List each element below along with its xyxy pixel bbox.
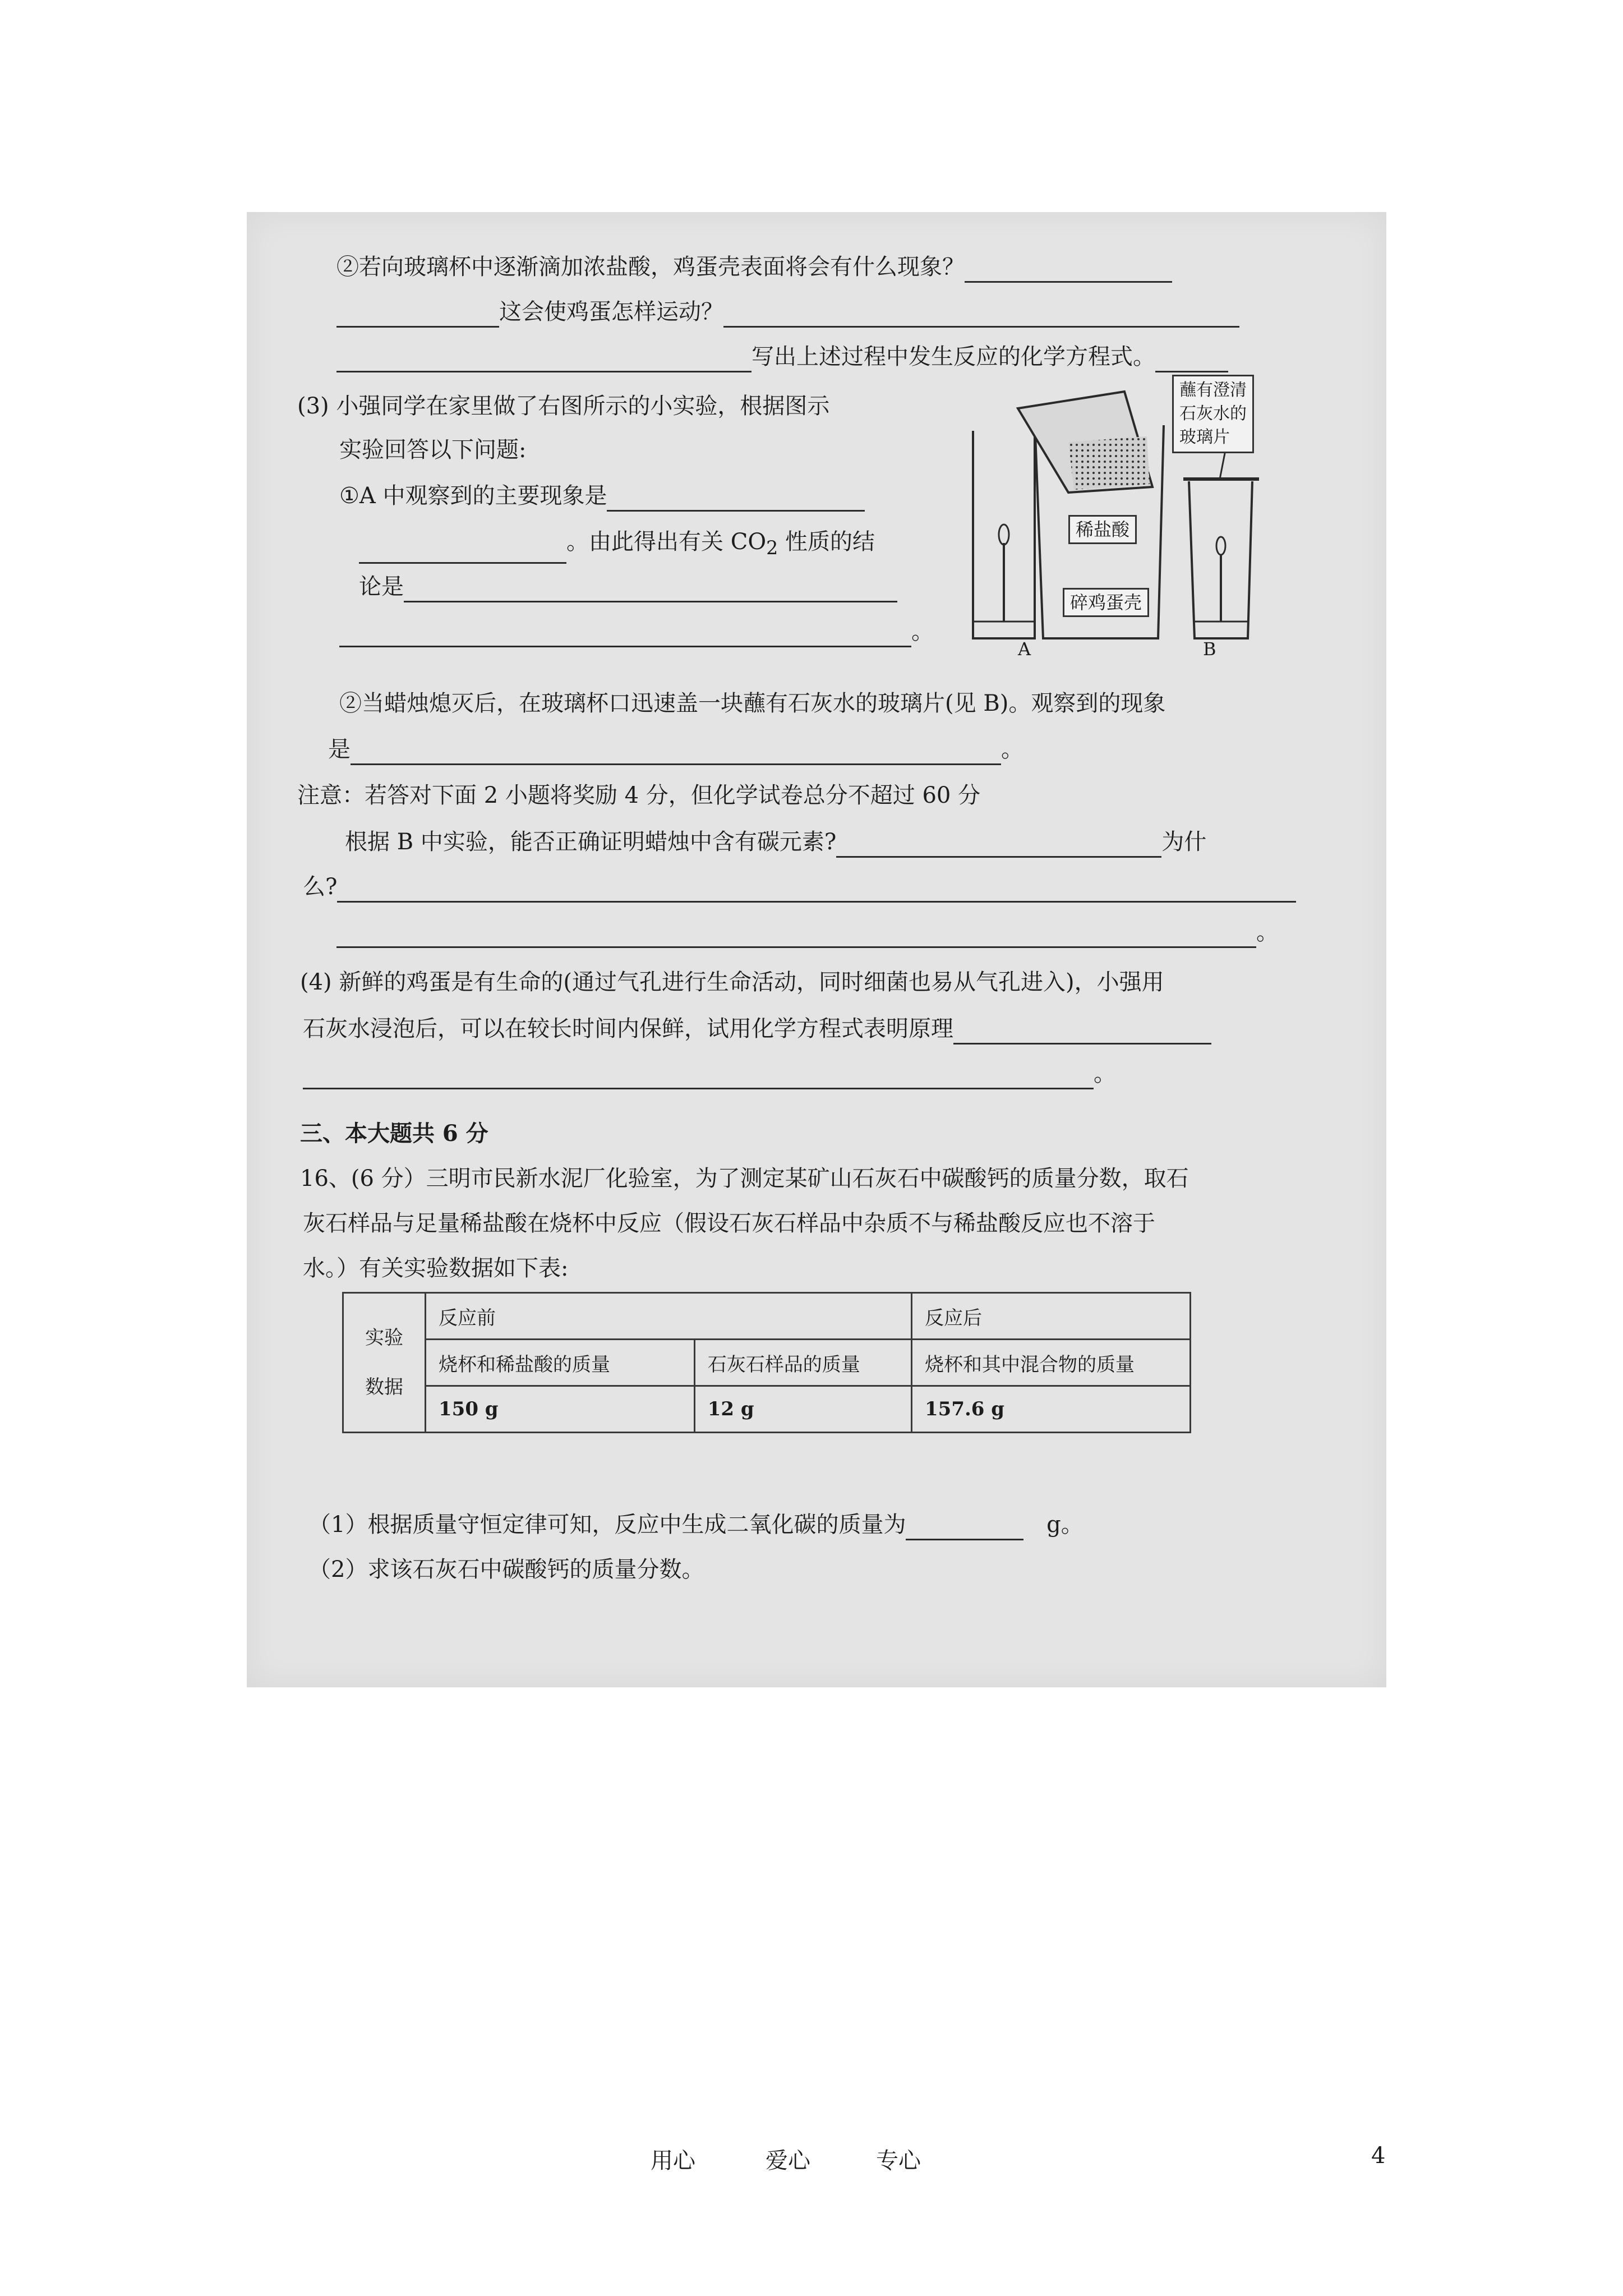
- answer-blank[interactable]: [906, 1515, 1023, 1540]
- answer-blank[interactable]: [723, 302, 1239, 328]
- footer-word: 用心: [651, 2148, 695, 2174]
- footer-word: 爱心: [766, 2148, 810, 2174]
- answer-blank[interactable]: [607, 486, 865, 512]
- question-intro: 实验回答以下问题:: [339, 437, 527, 463]
- question-line: 灰石样品与足量稀盐酸在烧杯中反应（假设石灰石样品中杂质不与稀盐酸反应也不溶于: [303, 1211, 1155, 1236]
- table-row: [343, 1340, 1191, 1386]
- question-intro: (3) 小强同学在家里做了右图所示的小实验，根据图示: [297, 393, 830, 419]
- page-number: 4: [1371, 2143, 1386, 2169]
- section-title: 三、本大题共 6 分: [300, 1120, 488, 1147]
- question-line: 石灰水浸泡后，可以在较长时间内保鲜，试用化学方程式表明原理: [303, 1013, 1211, 1045]
- glass-plate-label: 蘸有澄清 石灰水的 玻璃片: [1172, 375, 1254, 453]
- table-row: [343, 1386, 1191, 1433]
- question-line: 16、(6 分）三明市民新水泥厂化验室，为了测定某矿山石灰石中碳酸钙的质量分数，取石: [300, 1166, 1189, 1191]
- question-line: ②若向玻璃杯中逐渐滴加浓盐酸，鸡蛋壳表面将会有什么现象？: [336, 251, 1172, 283]
- question-line: 根据 B 中实验，能否正确证明蜡烛中含有碳元素? 为什: [345, 826, 1206, 858]
- table-cell: 石灰石样品的质量: [694, 1340, 911, 1386]
- answer-blank[interactable]: [336, 347, 751, 372]
- question-line: 写出上述过程中发生反应的化学方程式。: [336, 341, 1228, 372]
- table-header-after: 反应后: [912, 1293, 1191, 1340]
- question-line: ②当蜡烛熄灭后，在玻璃杯口迅速盖一块蘸有石灰水的玻璃片(见 B)。观察到的现象: [339, 691, 1166, 716]
- question-line: ①A 中观察到的主要现象是: [339, 480, 865, 512]
- eggshell-label: 碎鸡蛋壳: [1063, 588, 1149, 617]
- table-row-label: 实验 数据: [343, 1293, 426, 1433]
- answer-blank[interactable]: [953, 1019, 1211, 1045]
- question-line: 。由此得出有关 $CO_2$ 性质的结: [359, 526, 875, 564]
- question-line: （1）根据质量守恒定律可知，反应中生成二氧化碳的质量为 g。: [308, 1509, 1083, 1540]
- question-line: （2）求该石灰石中碳酸钙的质量分数。: [308, 1557, 704, 1582]
- question-line: 水。）有关实验数据如下表:: [303, 1255, 569, 1281]
- question-line: 这会使鸡蛋怎样运动？: [336, 296, 1239, 328]
- answer-blank[interactable]: [303, 1064, 1094, 1089]
- question-line: 是 。: [328, 734, 1023, 765]
- answer-blank[interactable]: [336, 923, 1256, 948]
- answer-blank[interactable]: [359, 539, 566, 564]
- question-line: 。: [336, 917, 1279, 948]
- answer-blank[interactable]: [965, 257, 1172, 283]
- footer-word: 专心: [876, 2148, 921, 2174]
- answer-blank[interactable]: [336, 302, 499, 328]
- experiment-figure: [956, 375, 1293, 672]
- table-cell: 烧杯和其中混合物的质量: [912, 1340, 1191, 1386]
- table-cell: 150 g: [426, 1386, 695, 1433]
- question-line: 么?: [303, 871, 1296, 903]
- question-line: (4) 新鲜的鸡蛋是有生命的(通过气孔进行生命活动，同时细菌也易从气孔进入)，小强用: [300, 969, 1164, 995]
- question-line: 。: [339, 616, 934, 647]
- label-a: A: [1018, 638, 1031, 660]
- table-row: [343, 1293, 1191, 1340]
- table-cell: 烧杯和稀盐酸的质量: [426, 1340, 695, 1386]
- answer-blank[interactable]: [351, 740, 1001, 765]
- answer-blank[interactable]: [337, 877, 1296, 903]
- bonus-note: 注意：若答对下面 2 小题将奖励 4 分，但化学试卷总分不超过 60 分: [297, 783, 981, 808]
- data-table: [342, 1292, 1191, 1433]
- answer-blank[interactable]: [404, 577, 897, 602]
- acid-label: 稀盐酸: [1068, 515, 1137, 544]
- table-cell: 157.6 g: [912, 1386, 1191, 1433]
- answer-blank[interactable]: [339, 622, 911, 647]
- answer-blank[interactable]: [1155, 347, 1228, 372]
- question-line: 。: [303, 1058, 1116, 1089]
- answer-blank[interactable]: [836, 832, 1161, 858]
- table-cell: 12 g: [694, 1386, 911, 1433]
- scanned-page: [247, 212, 1386, 1687]
- question-line: 论是: [359, 571, 897, 602]
- label-b: B: [1203, 638, 1216, 660]
- table-header-before: 反应前: [426, 1293, 912, 1340]
